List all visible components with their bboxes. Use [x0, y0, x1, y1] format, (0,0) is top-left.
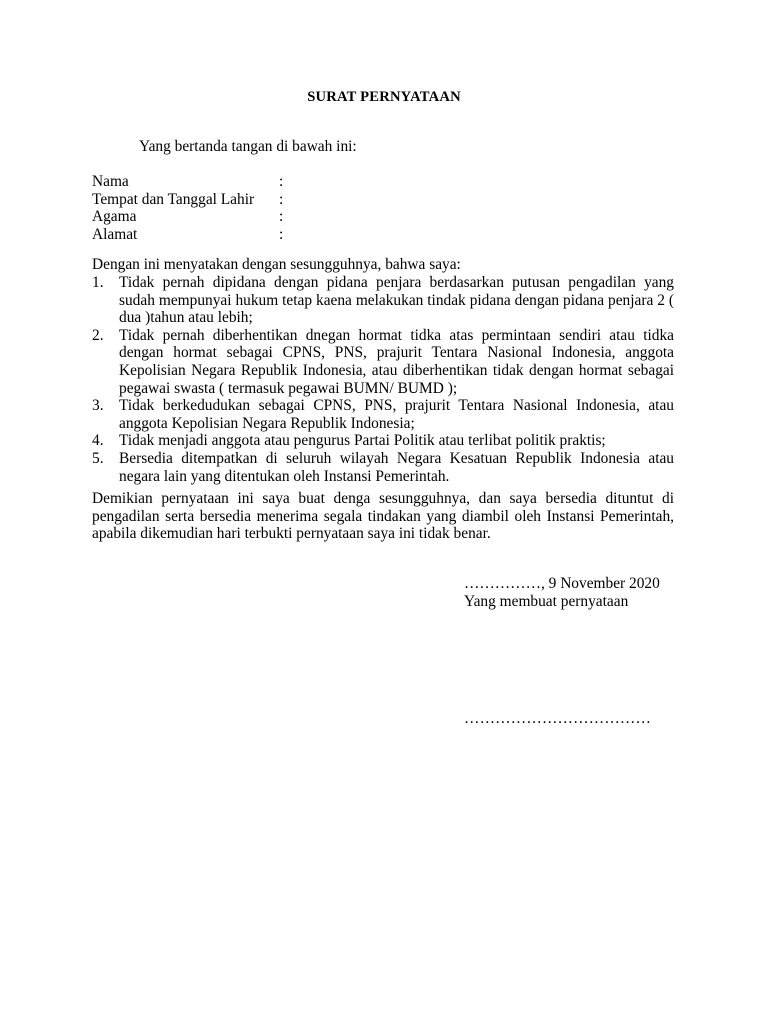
declaration-text: Dengan ini menyatakan dengan sesungguhnya, bahwa saya: [92, 256, 461, 273]
field-label: Tempat dan Tanggal Lahir [92, 190, 255, 208]
identity-fields [92, 173, 291, 243]
list-item-text: Tidak menjadi anggota atau pengurus Partai Politik atau terlibat politik praktis; [119, 432, 606, 450]
closing-paragraph: Demikian pernyataan ini saya buat denga sesungguhnya, dan saya bersedia dituntut di pengadilan serta bersedia menerima segala tindakan yang diambil oleh Instansi Pemerintah, apabila dikemudian hari terbukti pernyataan saya ini tidak benar. [92, 490, 674, 543]
document-title: SURAT PERNYATAAN [307, 89, 461, 105]
list-item-text: Tidak pernah diberhentikan dnegan hormat tidka atas permintaan sendiri atau tidka dengan hormat sebagai CPNS, PNS, prajurit Tentara Nasional Indonesia, anggota Kepolisian Negara Republik Indonesia, atau diberhentikan tidak dengan hormat sebagai pegawai swasta ( termasuk pegawai BUMN/ BUMD ); [119, 326, 674, 397]
field-label: Nama [92, 173, 129, 190]
field-colon: : [279, 190, 284, 208]
field-label: Agama [92, 208, 137, 226]
list-item-text: Tidak pernah dipidana dengan pidana penjara berdasarkan putusan pengadilan yang sudah mempunyai hukum tetap kaena melakukan tindak pidana dengan pidana penjara 2 ( dua )tahun atau lebih; [119, 274, 674, 327]
statement-list [92, 274, 674, 485]
field-row-nama [92, 173, 291, 191]
list-item-number: 5. [92, 449, 104, 467]
field-row-alamat [92, 226, 291, 244]
list-item-text: Tidak berkedudukan sebagai CPNS, PNS, prajurit Tentara Nasional Indonesia, atau anggota Kepolisian Negara Republik Indonesia; [119, 397, 674, 432]
field-row-agama [92, 208, 291, 226]
list-item-text: Bersedia ditempatkan di seluruh wilayah Negara Kesatuan Republik Indonesia atau negara lain yang ditentukan oleh Instansi Pemerintah. [119, 449, 674, 485]
place-date: ……………, 9 November 2020 [464, 575, 660, 592]
field-colon: : [279, 225, 284, 243]
list-item [92, 397, 674, 432]
intro-text: Yang bertanda tangan di bawah ini: [139, 138, 357, 155]
list-item-number: 2. [92, 326, 104, 344]
list-item [92, 450, 674, 485]
list-item-number: 4. [92, 432, 104, 450]
signature-line: ……………………………… [464, 710, 652, 727]
field-row-tempat-tanggal-lahir [92, 191, 291, 209]
list-item [92, 327, 674, 397]
field-label: Alamat [92, 225, 138, 243]
list-item [92, 432, 674, 450]
field-colon: : [279, 173, 284, 190]
field-colon: : [279, 208, 284, 226]
list-item [92, 274, 674, 327]
list-item-number: 3. [92, 397, 104, 415]
signer-label: Yang membuat pernyataan [464, 593, 629, 610]
list-item-number: 1. [92, 274, 104, 291]
